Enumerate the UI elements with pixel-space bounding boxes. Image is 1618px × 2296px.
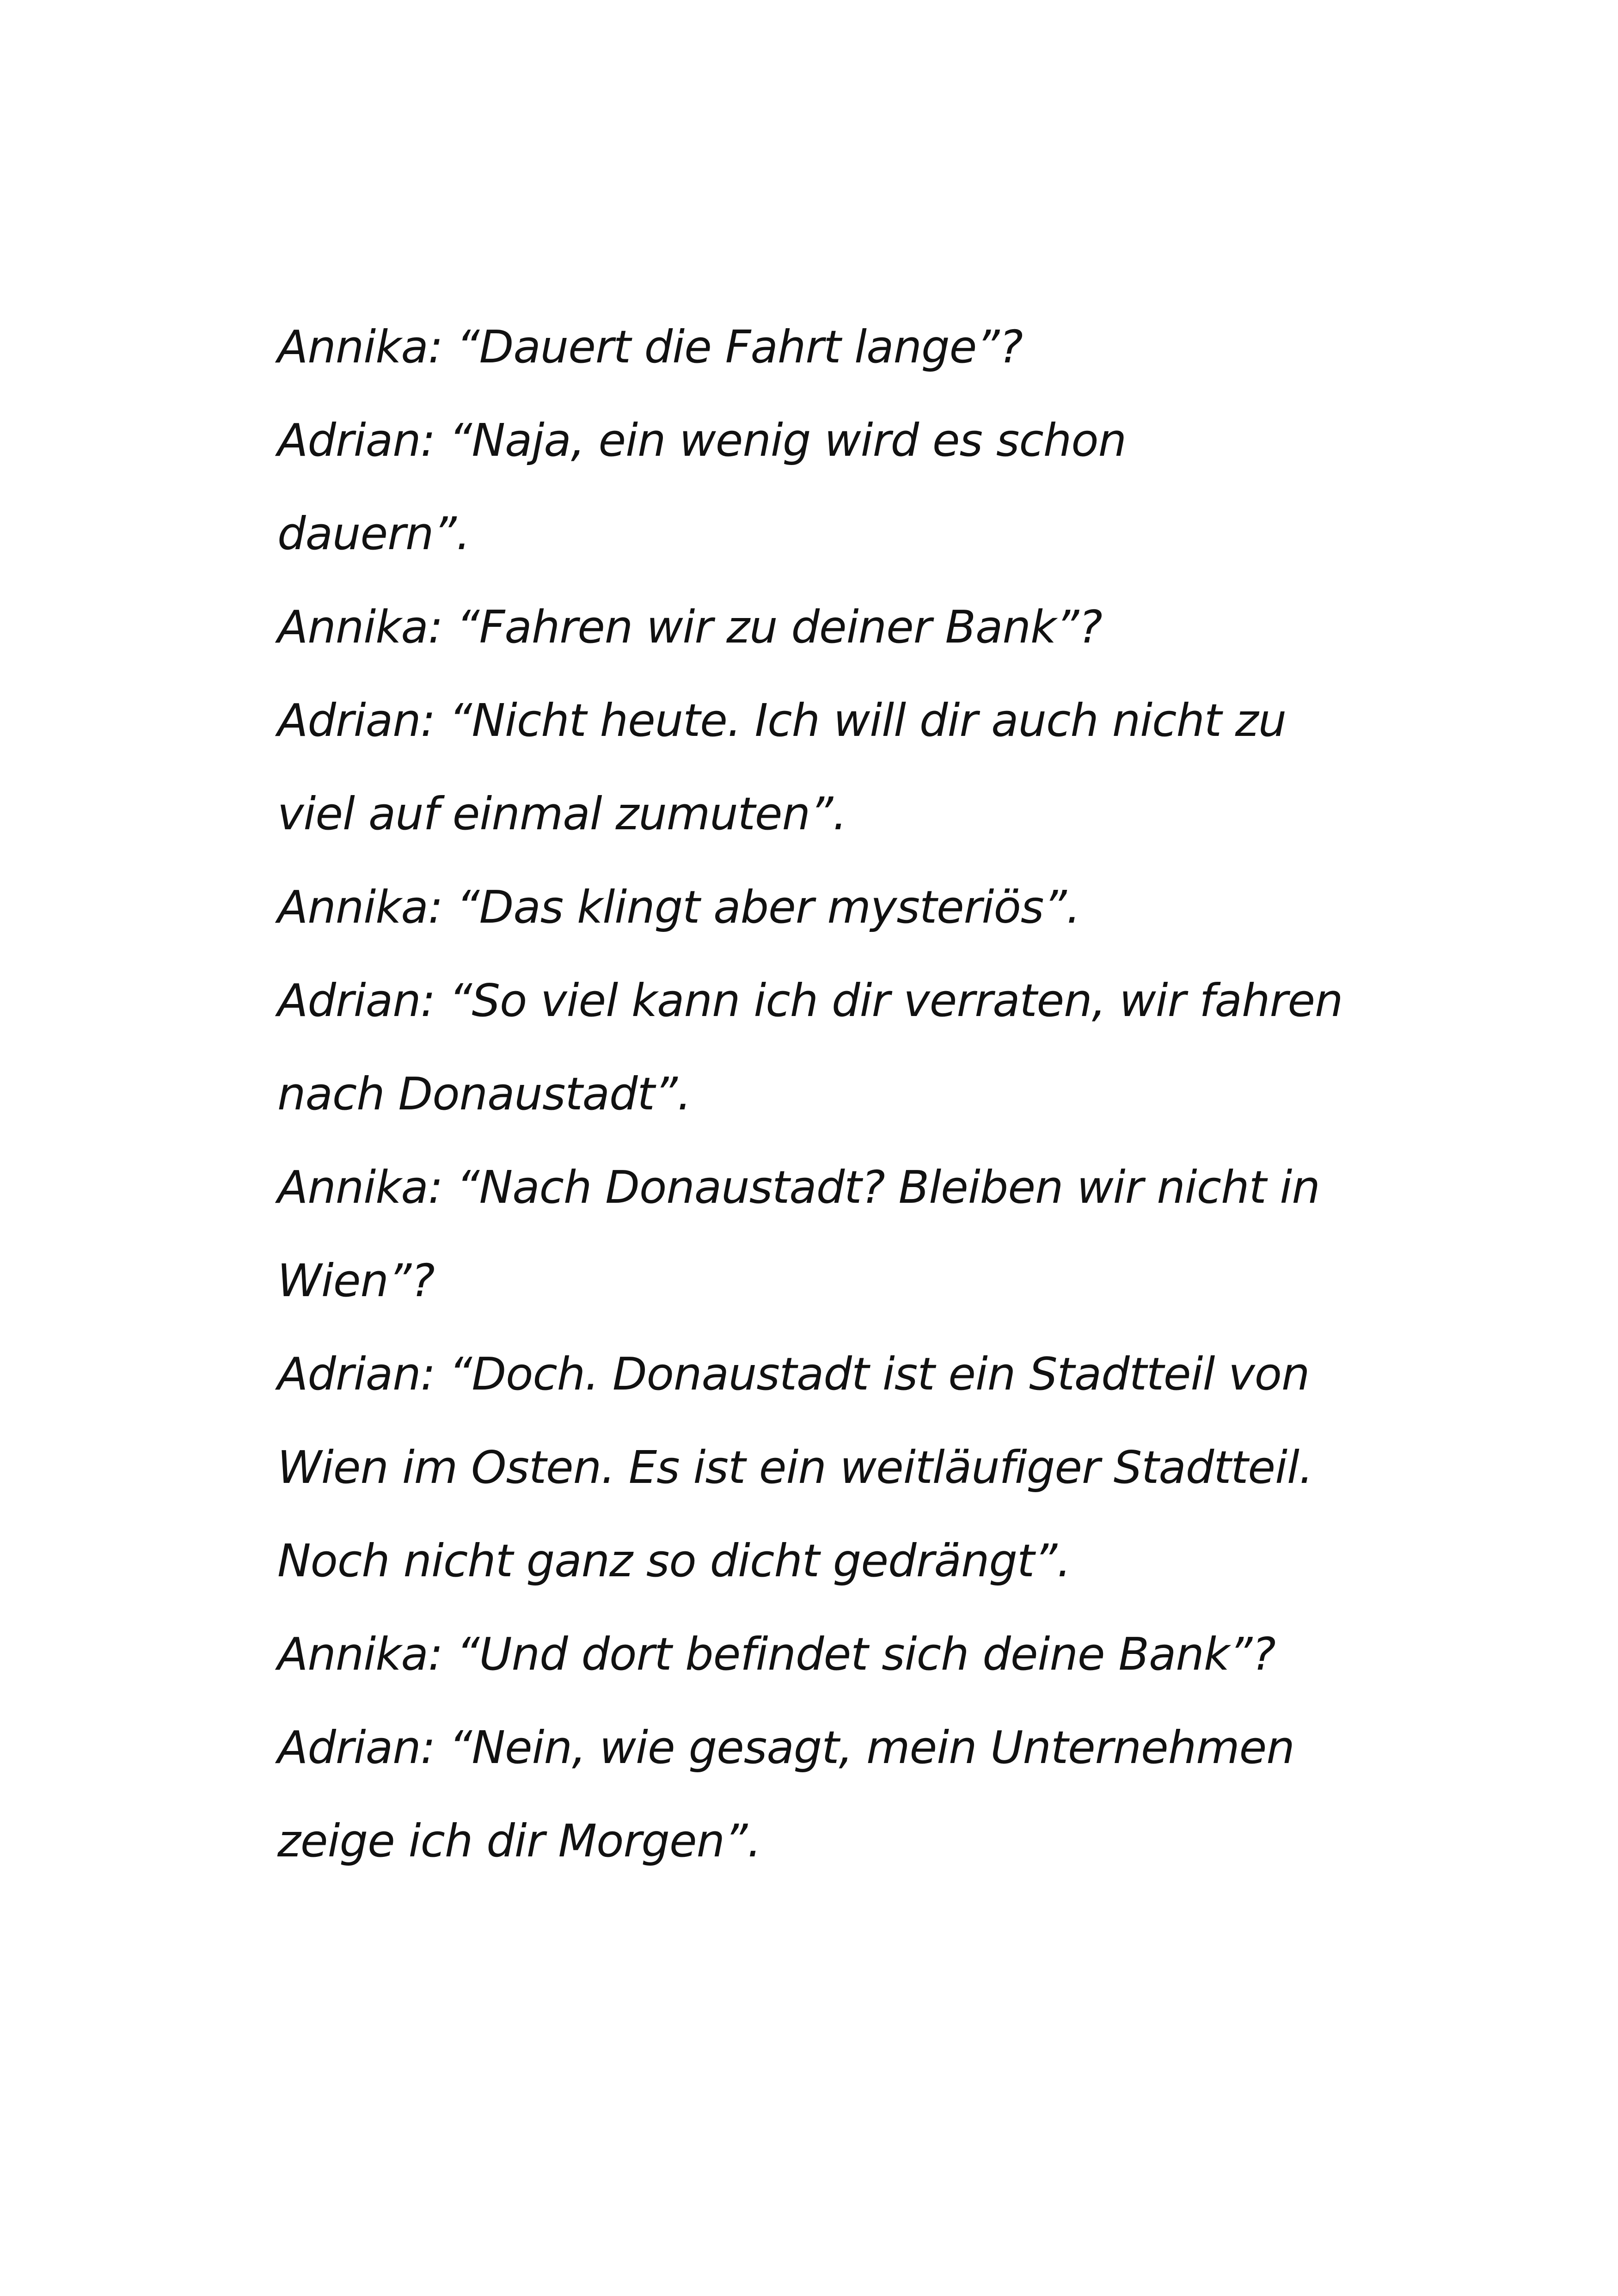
dialogue-line: Wien”?: [277, 1255, 435, 1307]
dialogue-line: Annika: “Das klingt aber mysteriös”.: [277, 881, 1080, 933]
dialogue-line: Annika: “Und dort befindet sich deine Bank”?: [277, 1628, 1275, 1680]
dialogue-line: Adrian: “Nicht heute. Ich will dir auch nicht zu: [277, 694, 1287, 747]
dialogue-line: Annika: “Nach Donaustadt? Bleiben wir nicht in: [277, 1161, 1320, 1213]
dialogue-line: Annika: “Fahren wir zu deiner Bank”?: [277, 601, 1102, 653]
dialogue-line: Adrian: “So viel kann ich dir verraten, wir fahren: [277, 974, 1343, 1027]
dialogue-line: Adrian: “Nein, wie gesagt, mein Unternehmen: [277, 1721, 1294, 1774]
dialogue-line: nach Donaustadt”.: [277, 1068, 691, 1120]
dialogue-line: Adrian: “Naja, ein wenig wird es schon: [277, 414, 1127, 466]
dialogue-line: Noch nicht ganz so dicht gedrängt”.: [277, 1535, 1071, 1587]
dialogue-line: viel auf einmal zumuten”.: [277, 788, 847, 840]
dialogue-line: Adrian: “Doch. Donaustadt ist ein Stadtteil von: [277, 1348, 1310, 1400]
dialogue-line: Annika: “Dauert die Fahrt lange”?: [277, 321, 1023, 373]
dialogue-line: zeige ich dir Morgen”.: [277, 1815, 761, 1867]
dialogue-line: dauern”.: [277, 508, 470, 560]
dialogue-line: Wien im Osten. Es ist ein weitläufiger Stadtteil.: [277, 1441, 1313, 1494]
dialogue-text: [277, 300, 1387, 1888]
